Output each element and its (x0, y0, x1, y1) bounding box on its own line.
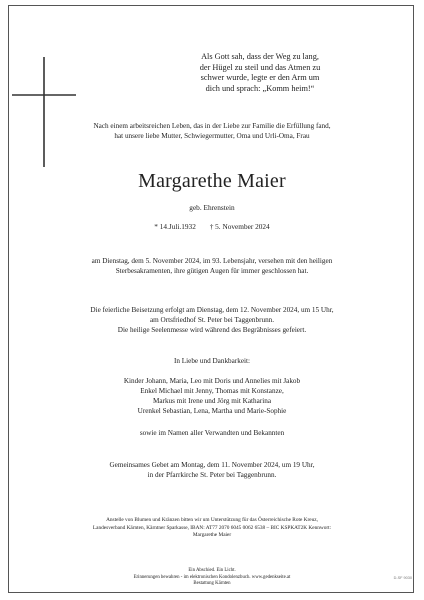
death-date: † 5. November 2024 (209, 222, 270, 231)
funeral-line: am Ortsfriedhof St. Peter bei Taggenbrunn. (149, 316, 275, 324)
funeral-line: Die heilige Seelenmesse wird während des Begräbnisses gefeiert. (117, 326, 307, 334)
intro-line: Nach einem arbeitsreichen Leben, das in der Liebe zur Familie die Erfüllung fand, (93, 122, 331, 130)
poem-line: schwer wurde, legte er den Arm um (200, 73, 320, 83)
cross-icon (12, 57, 76, 167)
death-line: Sterbesakramenten, ihre gütigen Augen für immer geschlossen hat. (115, 267, 309, 275)
family-line: Urenkel Sebastian, Lena, Martha und Marie-Sophie (137, 407, 287, 415)
gratitude-line: In Liebe und Dankbarkeit: (173, 357, 251, 365)
donation-line: Anstelle von Blumen und Kränzen bitten wir um Unterstützung für das Österreichische Rote Kreuz, (106, 517, 318, 523)
intro-text (0, 121, 424, 141)
family-line: Enkel Michael mit Jenny, Thomas mit Konstanze, (140, 387, 284, 395)
donation-note (0, 517, 424, 540)
donation-line: Margarethe Maier (192, 532, 232, 539)
prayer-line: in der Pfarrkirche St. Peter bei Taggenbrunn. (147, 471, 277, 479)
family-line: Markus mit Irene und Jörg mit Katharina (152, 397, 272, 405)
donation-line: Landesverband Kärnten, Kärntner Sparkasse, IBAN: AT77 2070 6045 0062 6538 – BIC KSPKAT2K Kennwort: (92, 524, 332, 531)
poem (170, 52, 350, 94)
family-line: Kinder Johann, Maria, Leo mit Doris und Annelies mit Jakob (123, 377, 301, 385)
relatives-line: sowie im Namen aller Verwandten und Bekannten (139, 429, 285, 437)
funeral-line: Die feierliche Beisetzung erfolgt am Dienstag, dem 12. November 2024, um 15 Uhr, (90, 306, 334, 314)
family-list (0, 376, 424, 416)
deceased-name: Margarethe Maier (138, 170, 286, 192)
death-paragraph (0, 256, 424, 276)
intro-line: hat unsere liebe Mutter, Schwiegermutter, Oma und Urli-Oma, Frau (114, 132, 310, 141)
life-dates (0, 222, 424, 231)
prayer-line: Gemeinsames Gebet am Montag, dem 11. November 2024, um 19 Uhr, (109, 461, 315, 469)
death-line: am Dienstag, dem 5. November 2024, im 93. Lebensjahr, versehen mit den heiligen (91, 257, 333, 265)
document-code: D-SF 9030 (393, 576, 412, 580)
prayer-info (0, 460, 424, 480)
poem-line: Als Gott sah, dass der Weg zu lang, (201, 52, 319, 61)
poem-line: dich und sprach: „Komm heim!“ (205, 83, 315, 93)
footer-line: Erinnerungen bewahren - im elektronischen Kondolenzbuch. www.gedenkseite.at (133, 574, 291, 580)
footer (0, 568, 424, 588)
poem-line: der Hügel zu steil und das Atmen zu (199, 62, 321, 72)
maiden-name: geb. Ehrenstein (189, 203, 235, 212)
footer-line: Ein Abschied. Ein Licht. (188, 568, 236, 573)
footer-line: Bestattung Kärnten (193, 581, 231, 587)
funeral-info (0, 305, 424, 335)
birth-date: * 14.Juli.1932 (154, 222, 196, 231)
